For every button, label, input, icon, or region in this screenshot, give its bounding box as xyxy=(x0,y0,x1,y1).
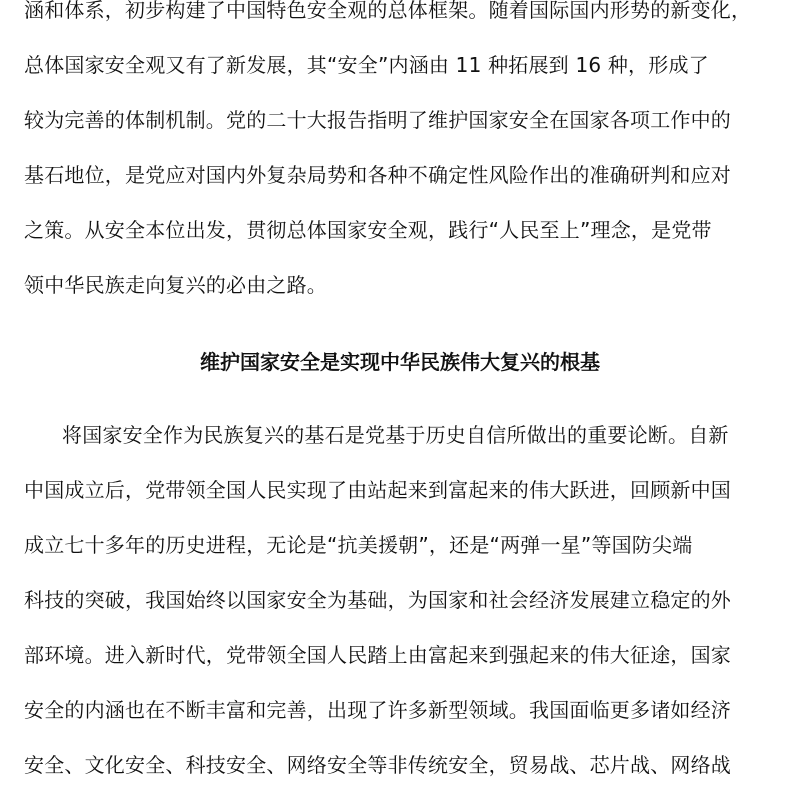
paragraph-1-line-1: 涵和体系，初步构建了中国特色安全观的总体框架。随着国际国内形势的新变化， xyxy=(24,0,752,22)
paragraph-1-line-2: 总体国家安全观又有了新发展，其“安全”内涵由 11 种拓展到 16 种，形成了 xyxy=(24,53,709,77)
paragraph-1-line-5: 之策。从安全本位出发，贯彻总体国家安全观，践行“人民至上”理念，是党带 xyxy=(24,218,712,242)
paragraph-2-line-6: 安全的内涵也在不断丰富和完善，出现了许多新型领域。我国面临更多诸如经济 xyxy=(24,698,731,722)
section-heading: 维护国家安全是实现中华民族伟大复兴的根基 xyxy=(200,350,600,374)
paragraph-1-line-4: 基石地位，是党应对国内外复杂局势和各种不确定性风险作出的准确研判和应对 xyxy=(24,163,731,187)
paragraph-1-line-6: 领中华民族走向复兴的必由之路。 xyxy=(24,273,327,297)
paragraph-2-line-3: 成立七十多年的历史进程，无论是“抗美援朝”，还是“两弹一星”等国防尖端 xyxy=(24,533,693,557)
paragraph-1-line-3: 较为完善的体制机制。党的二十大报告指明了维护国家安全在国家各项工作中的 xyxy=(24,108,731,132)
paragraph-2-line-1: 将国家安全作为民族复兴的基石是党基于历史自信所做出的重要论断。自新 xyxy=(62,423,729,447)
paragraph-2-line-7: 安全、文化安全、科技安全、网络安全等非传统安全，贸易战、芯片战、网络战 xyxy=(24,753,731,777)
paragraph-2-line-4: 科技的突破，我国始终以国家安全为基础，为国家和社会经济发展建立稳定的外 xyxy=(24,588,731,612)
paragraph-2-line-2: 中国成立后，党带领全国人民实现了由站起来到富起来的伟大跃进，回顾新中国 xyxy=(24,478,731,502)
paragraph-2-line-5: 部环境。进入新时代，党带领全国人民踏上由富起来到强起来的伟大征途，国家 xyxy=(24,643,731,667)
